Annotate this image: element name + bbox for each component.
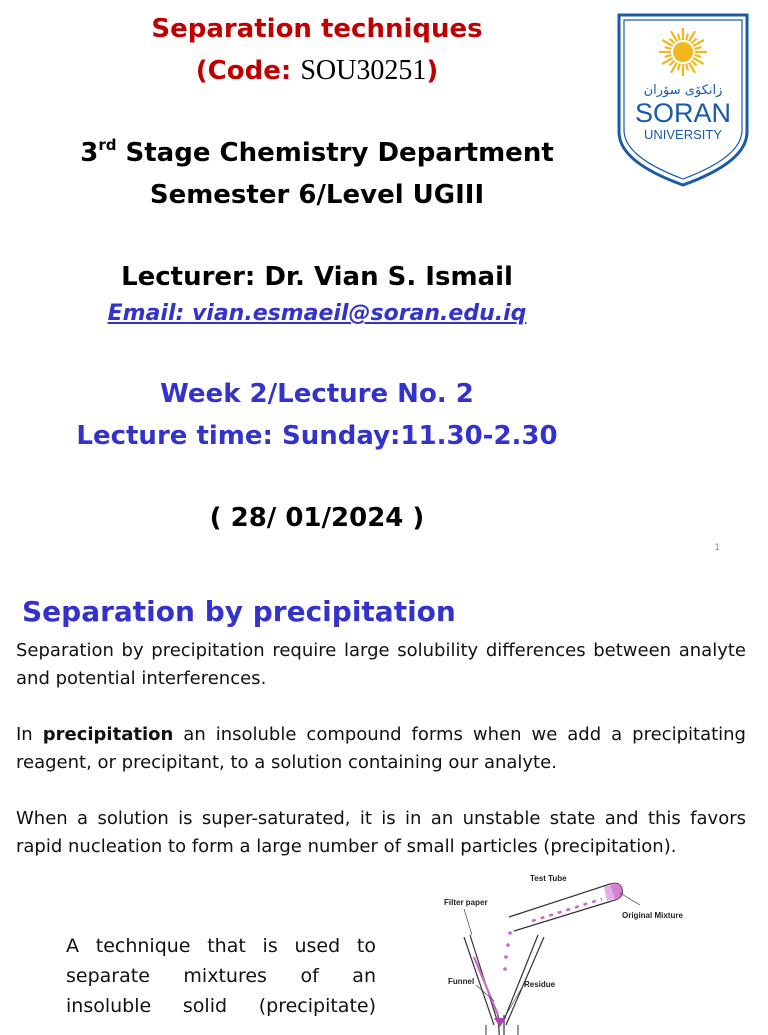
paragraph-solubility: Separation by precipitation require large solubility differences between analyte and potential interferences. bbox=[16, 640, 746, 689]
paragraph-supersaturation: When a solution is super-saturated, it is in an unstable state and this favors rapid nucleation to form a large number of small particles (precipitation). bbox=[16, 808, 746, 857]
p2-rest: an insoluble compound forms when we add a precipitating reagent, or precipitant, to a solution containing our analyte. bbox=[16, 724, 746, 773]
course-code bbox=[0, 55, 634, 87]
code-value: SOU30251 bbox=[300, 55, 427, 86]
sun-core bbox=[673, 42, 693, 62]
stage-number: 3 bbox=[80, 138, 99, 168]
stage-ordinal: rd bbox=[98, 136, 117, 154]
p2-prefix: In bbox=[16, 724, 43, 745]
paragraph-precipitation bbox=[16, 721, 746, 777]
course-title: Separation techniques bbox=[151, 14, 483, 44]
lecture-date: ( 28/ 01/2024 ) bbox=[209, 503, 425, 533]
label-test-tube: Test Tube bbox=[530, 874, 567, 883]
slide-number: 1 bbox=[714, 543, 720, 553]
lecturer-name: Lecturer: Dr. Vian S. Ismail bbox=[121, 262, 513, 292]
soran-university-logo bbox=[616, 12, 750, 188]
label-funnel: Funnel bbox=[448, 977, 475, 986]
stage-text: Stage Chemistry Department bbox=[116, 138, 554, 168]
content-slide bbox=[0, 565, 768, 1024]
lecture-time: Lecture time: Sunday:11.30-2.30 bbox=[76, 421, 558, 451]
technique-text: A technique that is used to separate mixtures of an insoluble solid (precipitate) bbox=[66, 935, 376, 1017]
p2-bold-term: precipitation bbox=[42, 724, 174, 745]
label-original-mixture: Original Mixture bbox=[622, 911, 683, 920]
logo-soran-text: SORAN bbox=[634, 98, 732, 128]
week-lecture: Week 2/Lecture No. 2 bbox=[160, 379, 474, 409]
slide-heading: Separation by precipitation bbox=[22, 595, 456, 628]
stage-department bbox=[0, 138, 634, 168]
collecting-tube bbox=[486, 1025, 518, 1035]
label-filter-paper: Filter paper bbox=[444, 898, 488, 907]
logo-university-text: UNIVERSITY bbox=[643, 127, 723, 142]
code-suffix: ) bbox=[426, 56, 439, 86]
pouring-stream bbox=[503, 899, 602, 971]
label-residue: Residue bbox=[524, 980, 556, 989]
email-link[interactable]: Email: vian.esmaeil@soran.edu.iq bbox=[107, 301, 527, 326]
logo-arabic-text: زانکۆی سۆران bbox=[643, 83, 723, 98]
semester-level: Semester 6/Level UGIII bbox=[149, 180, 485, 210]
code-prefix: (Code: bbox=[195, 56, 301, 86]
test-tube bbox=[509, 883, 622, 931]
filtration-diagram bbox=[434, 865, 734, 1035]
